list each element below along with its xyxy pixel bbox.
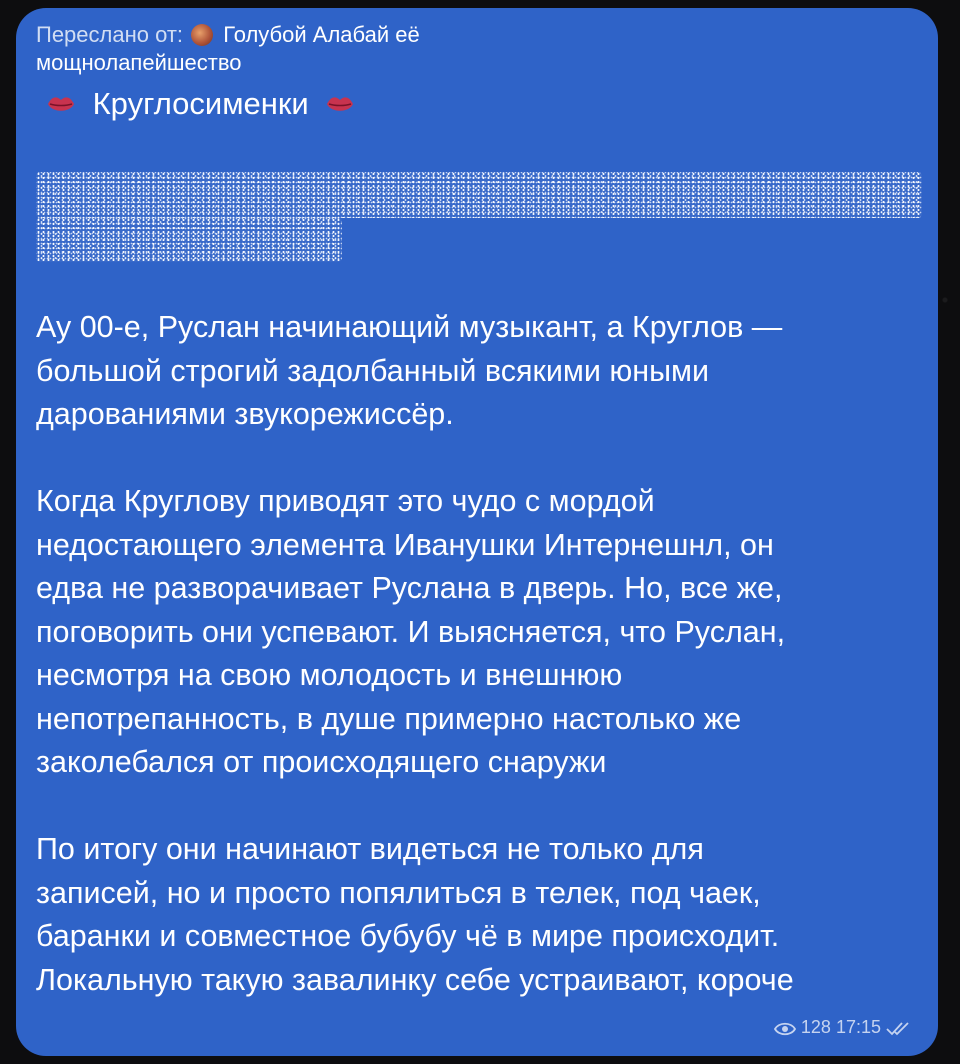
message-meta — [774, 1016, 912, 1038]
message-time: 17:15 — [835, 1017, 881, 1037]
message-paragraph: Ау 00-е, Руслан начинающий музыкант, а Круглов — большой строгий задолбанный всякими юными дарованиями звукорежиссёр. — [36, 310, 783, 431]
spoiler-line[interactable] — [36, 172, 922, 218]
forwarded-prefix: Переслано от: — [36, 22, 184, 47]
hidden-spoiler-text[interactable] — [36, 158, 924, 266]
forwarded-header[interactable] — [36, 22, 420, 48]
post-title-text: Круглосименки — [92, 86, 309, 121]
kiss-lips-icon — [325, 93, 355, 115]
message-body — [36, 306, 926, 1046]
spoiler-line[interactable] — [36, 218, 342, 262]
eye-icon — [774, 1021, 796, 1037]
forwarded-from-name-continued[interactable]: мощнолапейшество — [36, 50, 242, 75]
forwarded-from-name[interactable]: Голубой Алабай её — [223, 22, 420, 47]
post-title — [46, 84, 355, 124]
forwarded-avatar[interactable] — [191, 24, 213, 46]
message-bubble[interactable] — [16, 8, 938, 1056]
kiss-lips-icon — [46, 93, 76, 115]
double-check-icon — [886, 1021, 912, 1037]
view-count: 128 — [800, 1017, 831, 1037]
message-paragraph: Когда Круглову приводят это чудо с мордой недостающего элемента Иванушки Интернешнл, он едва не разворачивает Руслана в дверь. Но, все же, поговорить они успевают. И выясняется, что Руслан, несмотря на свою молодость и внешнюю непотрепанность, в душе примерно настолько же заколебался от происходящего снаружи — [36, 484, 786, 779]
message-paragraph: По итогу они начинают видеться не только для записей, но и просто попялиться в телек, под чаек, баранки и совместное бубубу чё в мире происходит. Локальную такую завалинку себе устраивают, короче — [36, 832, 794, 997]
